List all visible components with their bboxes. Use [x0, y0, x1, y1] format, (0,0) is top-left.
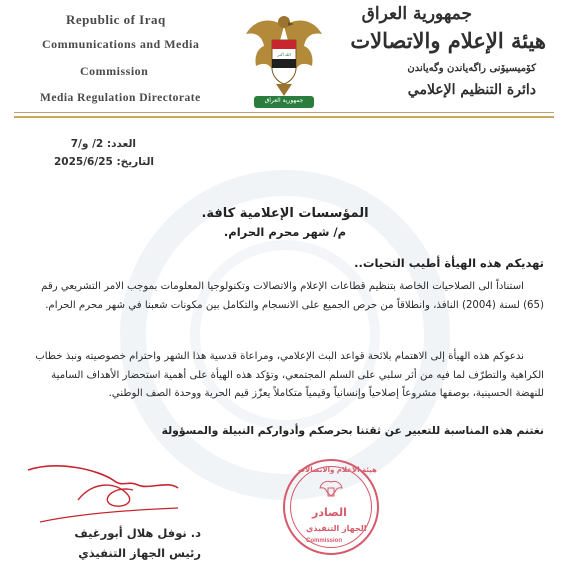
letter-closing: نغتنم هذه المناسبة للتعبير عن ثقتنا بحرصكم وأدواركم النبيلة والمسؤولة — [161, 424, 544, 437]
letter-date: التاريخ: 2025/6/25 — [54, 156, 154, 168]
header-en-directorate: Media Regulation Directorate — [40, 92, 201, 104]
header-en-commission: Commission — [80, 64, 149, 78]
stamp-top-label: هيئة الإعلام والاتصالات — [298, 466, 377, 474]
handwritten-signature — [18, 440, 188, 530]
header-ku-commission: كۆمیسیۆنی راگەیاندن وگەیاندن — [407, 63, 536, 74]
stamp-emblem-icon — [318, 478, 344, 504]
letter-greeting: تهديكم هذه الهيأة أطيب التحيات.. — [354, 256, 544, 270]
header-en-republic: Republic of Iraq — [66, 12, 166, 27]
stamp-en-label: Commission — [306, 538, 343, 544]
signatory-name: د. نوفل هلال أبورغيف — [74, 526, 201, 540]
stamp-bottom-label: الجهاز التنفيذي — [306, 524, 367, 533]
header-ar-republic: جمهورية العراق — [361, 4, 472, 24]
header-divider — [14, 116, 554, 118]
letter-subject: م/ شهر محرم الحرام. — [223, 225, 347, 239]
letter-paragraph-1: استناداً الى الصلاحيات الخاصة بتنظيم قطاعات الإعلام والاتصالات وتكنولوجيا المعلومات بموجب الامر التشريعي رقم (65) لسنة (2004) النافذ، وانطلاقاً من حرص الجميع على الانسجام والتكامل بين مكونات شعبنا في شهر محرم الحرام. — [41, 281, 544, 311]
header-ar-commission: هيئة الإعلام والاتصالات — [350, 28, 546, 53]
stamp-center-label: الصادر — [312, 506, 347, 519]
emblem-banner-label: جمهورية العراق — [264, 97, 304, 104]
header-divider-thin — [14, 112, 554, 113]
svg-text:الله أكبر: الله أكبر — [277, 52, 291, 57]
letter-paragraph-2: ندعوكم هذه الهيأة إلى الاهتمام بلائحة قواعد البث الإعلامي، ومراعاة قدسية هذا الشهر واحترام خصوصيته ونبذ خطاب الكراهية والتطرّف لما فيه من أثر سلبي على السلم المجتمعي، وتؤكد هذه الهيأة على أهمية استحضار الأهداف السامية للنهضة الحسينية، بوصفها مشروعاً إصلاحياً وإنسانياً وقيمياً متكاملاً يعزّز قيم الحرية ووحدة الصف الوطني. — [35, 351, 544, 399]
header-en-commission-name: Communications and Media — [42, 37, 200, 51]
letter-addressee: المؤسسات الإعلامية كافة. — [201, 206, 369, 221]
header-ar-directorate: دائرة التنظيم الإعلامي — [407, 82, 536, 98]
signatory-title: رئيس الجهاز التنفيذي — [78, 546, 201, 560]
letter-number: العدد: 2/ و/7 — [70, 138, 136, 150]
